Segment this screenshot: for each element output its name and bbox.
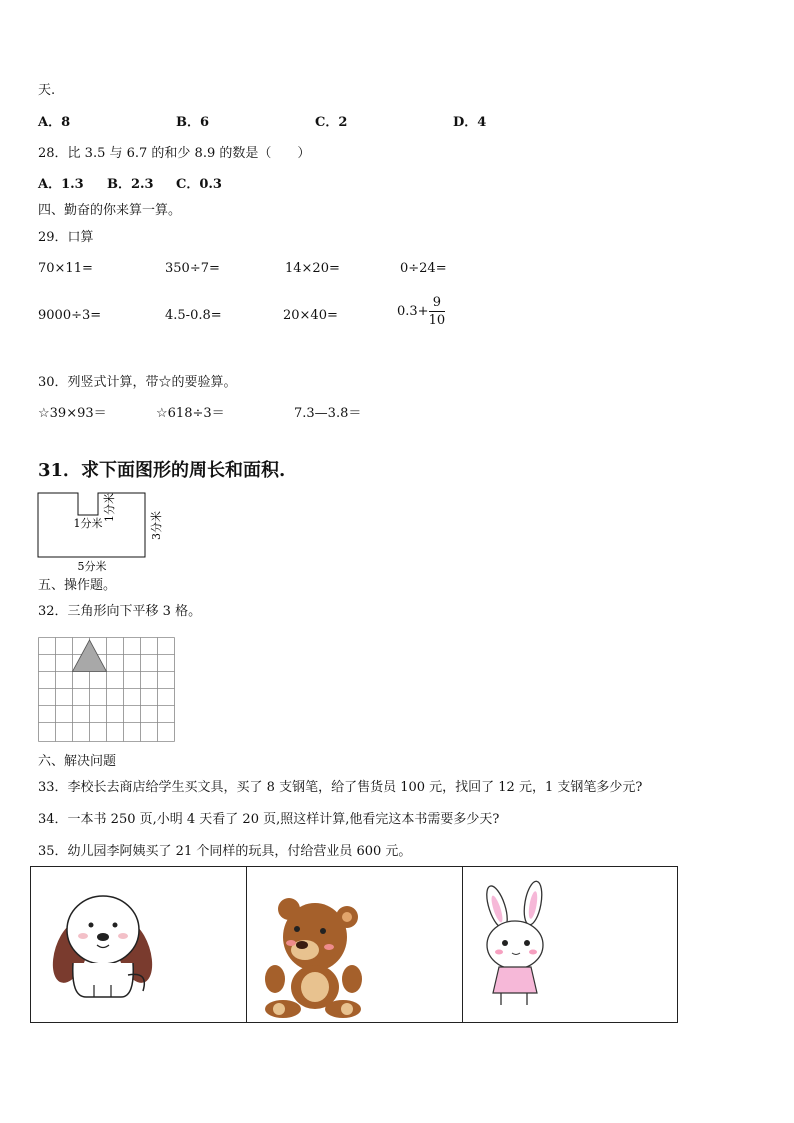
q34-text: 34．一本书 250 页,小明 4 天看了 20 页,照这样计算,他看完这本书需要多少天? <box>38 812 500 827</box>
toy-cell-rabbit <box>463 867 678 1022</box>
section5-title: 五、操作题。 <box>38 578 117 593</box>
fraction-numerator: 9 <box>429 296 446 312</box>
rabbit-toy-icon <box>463 867 678 1022</box>
q27-option-a: A．8 <box>38 115 71 130</box>
q29-item: 350÷7= <box>165 261 220 276</box>
bear-toy-icon <box>247 867 462 1022</box>
right-side-label: 3分米 <box>150 511 163 540</box>
notch-bottom-label: 1分米 <box>73 517 103 530</box>
q27-option-b: B．6 <box>176 115 210 130</box>
q28-text: 28．比 3.5 与 6.7 的和少 8.9 的数是（ ） <box>38 146 311 161</box>
fraction <box>429 296 446 327</box>
q29-item: 0÷24= <box>400 261 447 276</box>
q29-item: 70×11= <box>38 261 93 276</box>
q28-option-c: C．0.3 <box>176 177 222 192</box>
q29-item: 4.5-0.8= <box>165 308 222 323</box>
section4-title: 四、勤奋的你来算一算。 <box>38 203 182 218</box>
fraction-prefix: 0.3+ <box>397 304 429 319</box>
q31-shape-figure <box>30 488 180 574</box>
q30-title: 30．列竖式计算，带☆的要验算。 <box>38 375 237 390</box>
toys-table <box>30 866 678 1023</box>
q28-option-b: B．2.3 <box>107 177 154 192</box>
q30-item: 7.3—3.8＝ <box>294 406 362 421</box>
q27-option-d: D．4 <box>453 115 487 130</box>
q29-fraction-item <box>397 296 445 327</box>
q28-option-a: A．1.3 <box>38 177 84 192</box>
q35-text: 35．幼儿园李阿姨买了 21 个同样的玩具，付给营业员 600 元。 <box>38 844 412 859</box>
fraction-denominator: 10 <box>428 313 446 328</box>
q29-title: 29．口算 <box>38 230 94 245</box>
q29-item: 20×40= <box>283 308 338 323</box>
q29-item: 9000÷3= <box>38 308 102 323</box>
toy-cell-dog <box>31 867 247 1022</box>
section6-title: 六、解决问题 <box>38 754 117 769</box>
top-fragment: 天. <box>38 83 56 98</box>
q31-title: 31．求下面图形的周长和面积. <box>38 460 286 481</box>
toy-cell-bear <box>247 867 463 1022</box>
q32-grid <box>38 637 176 742</box>
q30-item: ☆39×93＝ <box>38 406 107 421</box>
q29-item: 14×20= <box>285 261 340 276</box>
triangle-shape <box>73 640 107 672</box>
dog-toy-icon <box>31 867 246 1022</box>
q32-title: 32．三角形向下平移 3 格。 <box>38 604 202 619</box>
bottom-label: 5分米 <box>77 560 107 573</box>
q33-text: 33．李校长去商店给学生买文具，买了 8 支钢笔，给了售货员 100 元，找回了 12 元，1 支钢笔多少元? <box>38 780 643 795</box>
q30-item: ☆618÷3＝ <box>156 406 225 421</box>
notch-side-label: 1分米 <box>103 493 116 522</box>
q27-option-c: C．2 <box>315 115 348 130</box>
